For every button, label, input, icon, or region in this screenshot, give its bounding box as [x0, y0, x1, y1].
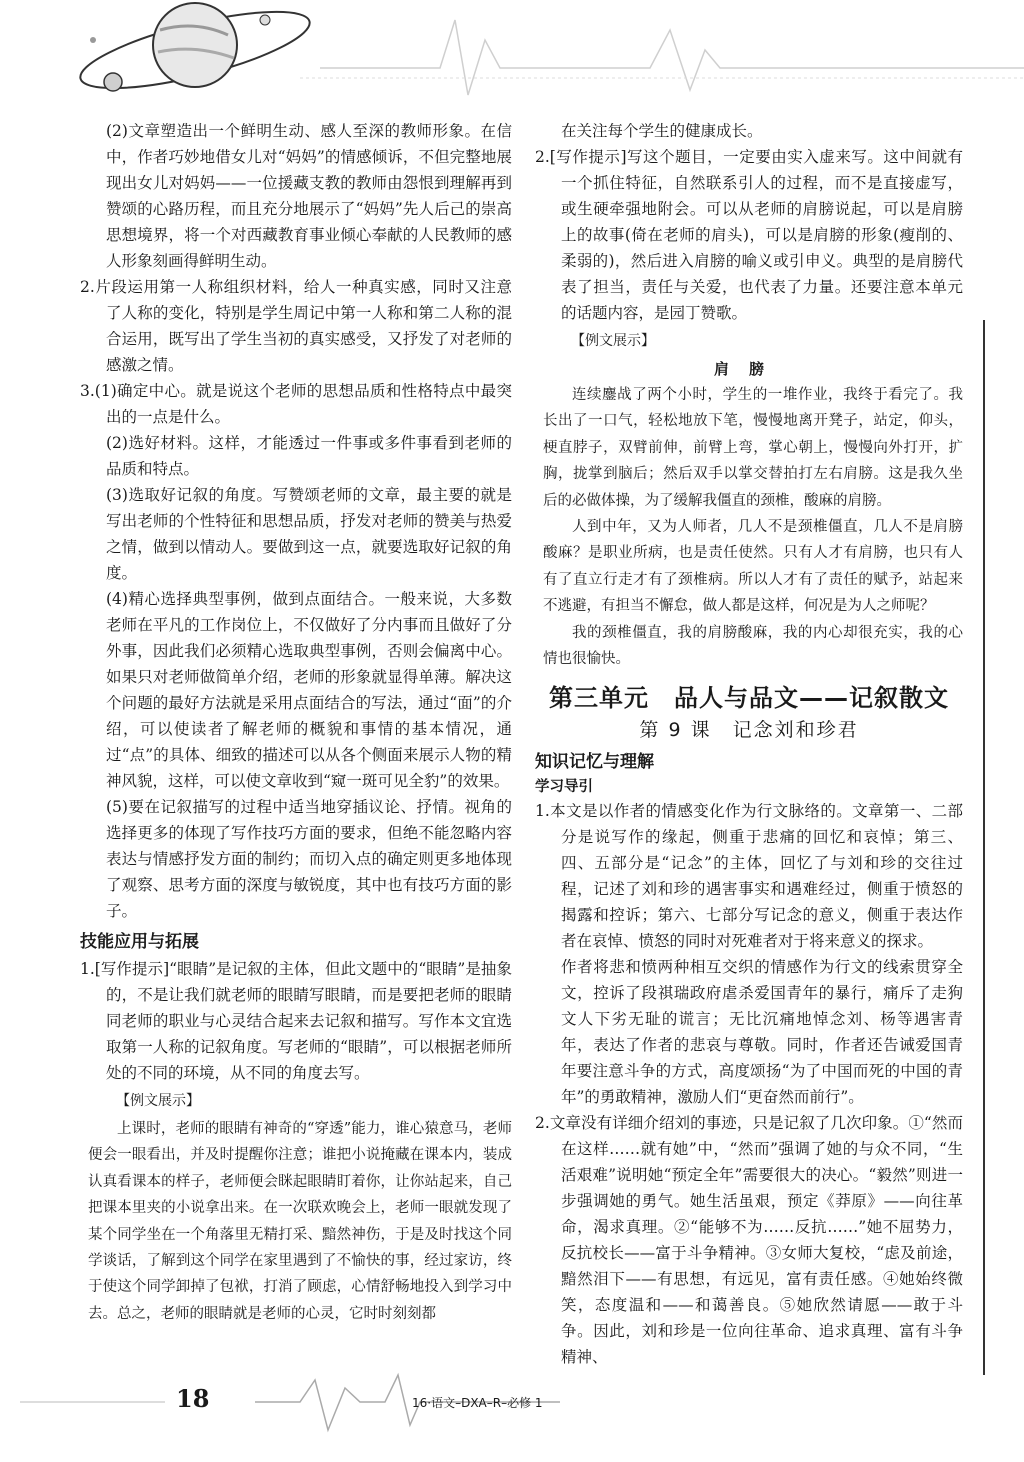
example-label: 【例文展示】: [571, 333, 655, 349]
study-guide-heading: 学习导引: [535, 779, 593, 796]
essay-shoulder-3: 我的颈椎僵直，我的肩膀酸麻，我的内心却很充实，我的心情也很愉快。: [543, 624, 963, 668]
essay-shoulder-2: 人到中年，又为人师者，几人不是颈椎僵直，几人不是肩膀酸麻？是职业所病，也是责任使然。只有人才有肩膀，也只有人有了直立行走才有了颈椎病。所以人才有了责任的赋予，站起来不逃避，有担当不懈怠，做人都是这样，何况是为人之师呢？: [543, 519, 963, 615]
analysis-item-2: 2.片段运用第一人称组织材料，给人一种真实感，同时又注意了人称的变化，特别是学生周记中第一人称和第二人称的混合运用，既写出了学生当初的真实感受，又抒发了对老师的感激之情。: [80, 278, 512, 374]
essay-title: 肩膀: [713, 360, 784, 378]
guide-item-2: 2.文章没有详细介绍刘的事迹，只是记叙了几次印象。①“然而在这样……就有她”中，“然而”强调了她的与众不同，“生活艰难”说明她“预定全年”需要很大的决心。“毅然”则进一步强调她的勇气。她生活虽艰，预定《莽原》——向往革命，渴求真理。②“能够不为……反抗……”她不屈势力，反抗校长——富于斗争精神。③女师大复校，“虑及前途，黯然泪下——有思想，有远见，富有责任感。④她始终微笑，态度温和——和蔼善良。⑤她欣然请愿——敢于斗争。因此，刘和珍是一位向往革命、追求真理、富有斗争精神、: [535, 1114, 963, 1367]
planet-icon: [74, 0, 316, 104]
unit-title: 第三单元 品人与品文——记叙散文: [549, 684, 949, 713]
book-code: 16·语文–DXA–R–必修 1: [412, 1396, 543, 1410]
skills-item-1: 1.[写作提示]“眼睛”是记叙的主体，但此文题中的“眼睛”是抽象的，不是让我们就老师的眼睛写眼睛，而是要把老师的眼睛同老师的职业与心灵结合起来去记叙和描写。写作本文宜选取第一人称的记叙角度。写老师的“眼睛”，可以根据老师所处的不同的环境，从不同的角度去写。: [80, 960, 512, 1082]
footer-decoration: [0, 1370, 1024, 1462]
lesson-title: 第 9 课 记念刘和珍君: [639, 719, 859, 742]
essay-eyes-continued: 在关注每个学生的健康成长。: [561, 122, 763, 140]
method-2: (2)选好材料。这样，才能透过一件事或多件事看到老师的品质和特点。: [106, 434, 512, 478]
page-number: 18: [176, 1384, 210, 1413]
section-skills-heading: 技能应用与拓展: [80, 932, 199, 952]
pulse-line: [320, 20, 1024, 95]
margin-rule: [983, 320, 985, 1375]
essay-shoulder-1: 连续鏖战了两个小时，学生的一堆作业，我终于看完了。我长出了一口气，轻松地放下笔，慢慢地离开凳子，站定，仰头，梗直脖子，双臂前伸，前臂上弯，掌心朝上，慢慢向外打开，扩胸，拢掌到脑后；然后双手以掌交替拍打左右肩膀。这是我久坐后的必做体操，为了缓解我僵直的颈椎，酸麻的肩膀。: [543, 387, 963, 509]
method-3: (3)选取好记叙的角度。写赞颂老师的文章，最主要的就是写出老师的个性特征和思想品质，抒发对老师的赞美与热爱之情，做到以情动人。要做到这一点，就要选取好记叙的角度。: [106, 486, 512, 582]
example-label: 【例文展示】: [116, 1093, 200, 1109]
method-4: (4)精心选择典型事例，做到点面结合。一般来说，大多数老师在平凡的工作岗位上，不仅做好了分内事而且做好了分外事，因此我们必须精心选取典型事例，否则会偏离中心。如果只对老师做简单介绍，老师的形象就显得单薄。解决这个问题的最好方法就是采用点面结合的写法，通过“面”的介绍，可以使读者了解老师的概貌和事情的基本情况，通过“点”的具体、细致的描述可以从各个侧面来展示人物的精神风貌，这样，可以使文章收到“窥一斑可见全豹”的效果。: [106, 590, 512, 790]
right-column: [535, 118, 963, 1370]
guide-item-1: 1.本文是以作者的情感变化作为行文脉络的。文章第一、二部分是说写作的缘起，侧重于悲痛的回忆和哀悼；第三、四、五部分是“记念”的主体，回忆了与刘和珍的交往过程，记述了刘和珍的遇害事实和遇难经过，侧重于愤怒的揭露和控诉；第六、七部分写记念的意义，侧重于表达作者在哀悼、愤怒的同时对死难者对于将来意义的探求。: [535, 802, 963, 951]
header-decoration: [0, 0, 1024, 120]
guide-item-1-cont: 作者将悲和愤两种相互交织的情感作为行文的线索贯穿全文，控诉了段祺瑞政府虐杀爱国青年的暴行，痛斥了走狗文人下劣无耻的谎言；无比沉痛地悼念刘、杨等遇害青年，表达了作者的悲哀与尊敬。同时，作者还告诫爱国青年要注意斗争的方式，高度颂扬“为了中国而死的中国的青年”的勇敢精神，激励人们“更奋然而前行”。: [561, 958, 963, 1107]
analysis-2: (2)文章塑造出一个鲜明生动、感人至深的教师形象。在信中，作者巧妙地借女儿对“妈妈”的情感倾诉，不但完整地展现出女儿对妈妈——一位援藏支教的教师由怨恨到理解再到赞颂的心路历程，而且充分地展示了“妈妈”先人后己的崇高思想境界，将一个对西藏教育事业倾心奉献的人民教师的感人形象刻画得鲜明生动。: [106, 122, 512, 270]
essay-eyes: 上课时，老师的眼睛有神奇的“穿透”能力，谁心猿意马，老师便会一眼看出，并及时提醒你注意；谁把小说掩藏在课本内，装成认真看课本的样子，老师便会眯起眼睛盯着你，让你站起来，自己把课本里夹的小说拿出来。在一次联欢晚会上，老师一眼就发现了某个同学坐在一个角落里无精打采、黯然神伤，于是及时找这个同学谈话，了解到这个同学在家里遇到了不愉快的事，经过家访，终于使这个同学卸掉了包袱，打消了顾虑，心情舒畅地投入到学习中去。总之，老师的眼睛就是老师的心灵，它时时刻刻都: [88, 1121, 512, 1322]
method-5: (5)要在记叙描写的过程中适当地穿插议论、抒情。视角的选择更多的体现了写作技巧方面的要求，但绝不能忽略内容表达与情感抒发方面的制约；而切入点的确定则更多地体现了观察、思考方面的深度与敏锐度，其中也有技巧方面的影子。: [106, 798, 512, 920]
skills-item-2: 2.[写作提示]写这个题目，一定要由实入虚来写。这中间就有一个抓住特征，自然联系引人的过程，而不是直接虚写，或生硬牵强地附会。可以从老师的肩膀说起，可以是肩膀上的故事(倚在老师的肩头)，可以是肩膀的形象(瘦削的、柔弱的)，然后进入肩膀的喻义或引申义。典型的是肩膀代表了担当，责任与关爱，也代表了力量。还要注意本单元的话题内容，是园丁赞歌。: [535, 148, 963, 322]
section-knowledge-heading: 知识记忆与理解: [535, 752, 654, 773]
left-column: [80, 118, 512, 1327]
analysis-item-3: 3.(1)确定中心。就是说这个老师的思想品质和性格特点中最突出的一点是什么。: [80, 382, 512, 426]
